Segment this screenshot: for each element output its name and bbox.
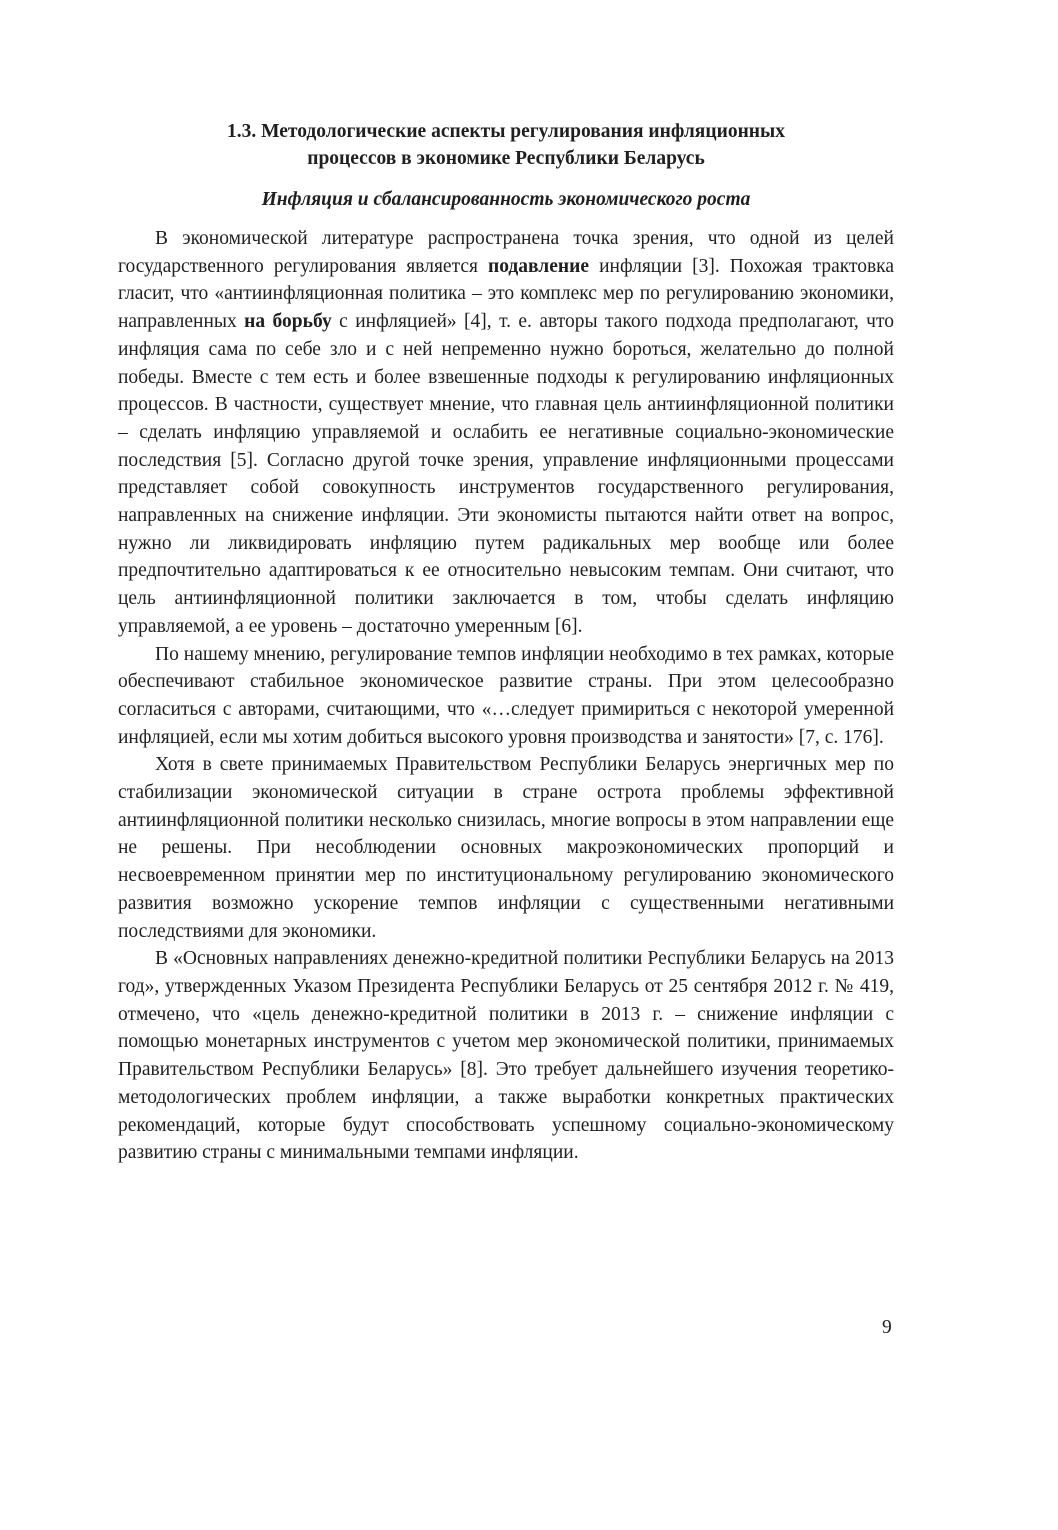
paragraph-2: По нашему мнению, регулирование темпов инфляции необходимо в тех рамках, которые обеспечивают стабильное экономическое развитие страны. При этом целесообразно согласиться с авторами, считающими, что «…следует примириться с некоторой умеренной инфляцией, если мы хотим добиться высокого уровня производства и занятости» [7, с. 176]. bbox=[118, 643, 894, 748]
bold-term-suppression: подавление bbox=[488, 255, 590, 277]
bold-term-fight: на борьбу bbox=[244, 311, 332, 333]
section-heading-line-2: процессов в экономике Республики Беларусь bbox=[307, 148, 705, 169]
section-heading bbox=[118, 118, 894, 172]
section-heading-line-1: 1.3. Методологические аспекты регулирования инфляционных bbox=[226, 121, 786, 142]
paragraph-1-text-c: инфляции [3]. Похожая трактовка гласит, что «антиинфляционная политика – это комплекс мер по регулированию экономики, направленных bbox=[118, 255, 895, 333]
paragraph-1-text-a: В экономической литературе распространена точка зрения, что одной из целей государственного регулирования является bbox=[118, 228, 894, 277]
subsection-heading: Инфляция и сбалансированность экономического роста bbox=[261, 189, 751, 210]
paragraph-4: В «Основных направлениях денежно-кредитной политики Республики Беларусь на 2013 год», утвержденных Указом Президента Республики Беларусь от 25 сентября 2012 г. № 419, отмечено, что «цель денежно-кредитной политики в 2013 г. – снижение инфляции с помощью монетарных инструментов с учетом мер экономической политики, принимаемых Правительством Республики Беларусь» [8]. Это требует дальнейшего изучения теоретико-методологических проблем инфляции, а также выработки конкретных практических рекомендаций, которые будут способствовать успешному социально-экономическому развитию страны с минимальными темпами инфляции. bbox=[118, 948, 894, 1164]
document-page bbox=[118, 118, 894, 1167]
paragraph-1-text-e: с инфляцией» [4], т. е. авторы такого подхода предполагают, что инфляция сама по себе зло и с ней непременно нужно бороться, желательно до полной победы. Вместе с тем есть и более взвешенные подходы к регулированию инфляционных процессов. В частности, существует мнение, что главная цель антиинфляционной политики – сделать инфляцию управляемой и ослабить ее негативные социально-экономические последствия [5]. Согласно другой точке зрения, управление инфляционными процессами представляет собой совокупность инструментов государственного регулирования, направленных на снижение инфляции. Эти экономисты пытаются найти ответ на вопрос, нужно ли ликвидировать инфляцию путем радикальных мер вообще или более предпочтительно адаптироваться к ее относительно невысоким темпам. Они считают, что цель антиинфляционной политики заключается в том, чтобы сделать инфляцию управляемой, а ее уровень – достаточно умеренным [6]. bbox=[118, 311, 894, 637]
paragraph-1 bbox=[118, 225, 894, 641]
page-number: 9 bbox=[882, 1317, 892, 1338]
paragraph-3: Хотя в свете принимаемых Правительством Республики Беларусь энергичных мер по стабилизации экономической ситуации в стране острота проблемы эффективной антиинфляционной политики несколько снизилась, многие вопросы в этом направлении еще не решены. При несоблюдении основных макроэкономических пропорций и несвоевременном принятии мер по институциональному регулированию экономического развития возможно ускорение темпов инфляции с существенными негативными последствиями для экономики. bbox=[118, 754, 894, 942]
